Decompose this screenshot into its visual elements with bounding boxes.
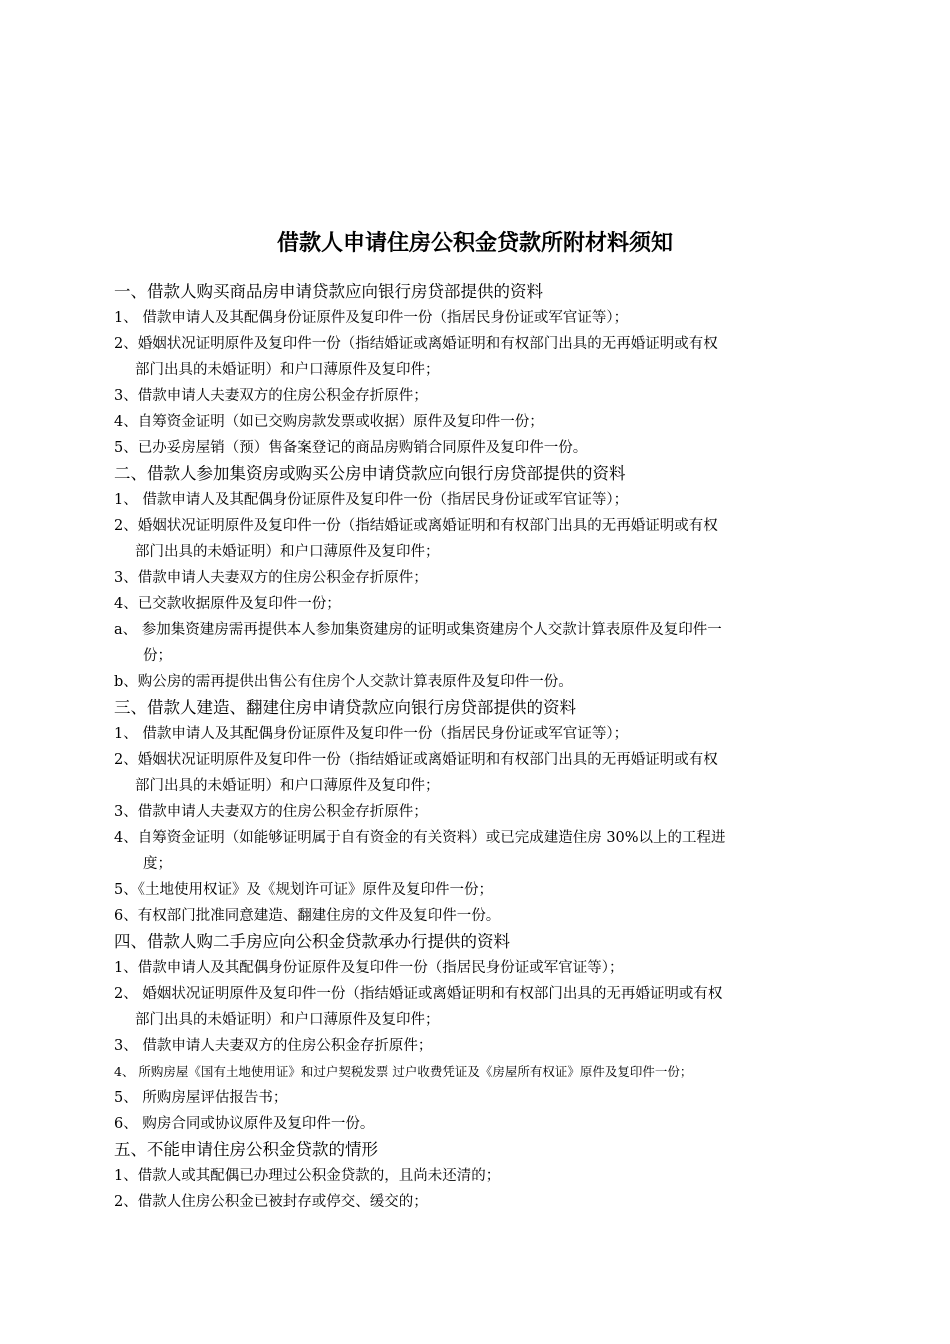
section-heading: 四、借款人购二手房应向公积金贷款承办行提供的资料 xyxy=(114,932,510,951)
list-item-line: 2、婚姻状况证明原件及复印件一份（指结婚证或离婚证明和有权部门出具的无再婚证明或有权 xyxy=(114,752,718,768)
list-item: 3、借款申请人夫妻双方的住房公积金存折原件； xyxy=(114,804,428,820)
section-5 xyxy=(114,1137,826,1215)
list-item: 6、 购房合同或协议原件及复印件一份。 xyxy=(114,1116,375,1132)
section-2 xyxy=(114,461,826,695)
list-item-continuation: 度； xyxy=(143,856,172,872)
list-item xyxy=(114,747,826,799)
list-item: 1、 借款申请人及其配偶身份证原件及复印件一份（指居民身份证或军官证等）； xyxy=(114,310,629,326)
list-item xyxy=(114,331,826,383)
list-item: 1、 借款申请人及其配偶身份证原件及复印件一份（指居民身份证或军官证等）； xyxy=(114,726,629,742)
section-4 xyxy=(114,929,826,1137)
list-item-line: a、 参加集资建房需再提供本人参加集资建房的证明或集资建房个人交款计算表原件及复印件一 xyxy=(114,622,722,638)
section-heading: 三、借款人建造、翻建住房申请贷款应向银行房贷部提供的资料 xyxy=(114,698,576,717)
list-item-continuation: 部门出具的未婚证明）和户口薄原件及复印件； xyxy=(135,1012,440,1028)
list-item: 5、 所购房屋评估报告书； xyxy=(114,1090,288,1106)
section-heading: 一、借款人购买商品房申请贷款应向银行房贷部提供的资料 xyxy=(114,282,543,301)
list-item: 1、借款人或其配偶已办理过公积金贷款的，且尚未还清的； xyxy=(114,1168,501,1184)
list-item-continuation: 份； xyxy=(143,648,172,664)
list-item xyxy=(114,825,826,877)
list-item xyxy=(114,513,826,565)
document-body xyxy=(114,279,826,1215)
list-item: 1、 借款申请人及其配偶身份证原件及复印件一份（指居民身份证或军官证等）； xyxy=(114,492,629,508)
list-item-line: 2、婚姻状况证明原件及复印件一份（指结婚证或离婚证明和有权部门出具的无再婚证明或有权 xyxy=(114,336,718,352)
list-item-line: 2、婚姻状况证明原件及复印件一份（指结婚证或离婚证明和有权部门出具的无再婚证明或有权 xyxy=(114,518,718,534)
list-item: 5、已办妥房屋销（预）售备案登记的商品房购销合同原件及复印件一份。 xyxy=(114,440,588,456)
list-item: 2、借款人住房公积金已被封存或停交、缓交的； xyxy=(114,1194,428,1210)
list-item: 4、已交款收据原件及复印件一份； xyxy=(114,596,341,612)
list-item-line: 4、自筹资金证明（如能够证明属于自有资金的有关资料）或已完成建造住房 30%以上的工程进 xyxy=(114,830,726,846)
document-title: 借款人申请住房公积金贷款所附材料须知 xyxy=(276,231,673,256)
list-item: 3、借款申请人夫妻双方的住房公积金存折原件； xyxy=(114,388,428,404)
list-item-continuation: 部门出具的未婚证明）和户口薄原件及复印件； xyxy=(135,778,440,794)
list-item: 4、自筹资金证明（如已交购房款发票或收据）原件及复印件一份； xyxy=(114,414,544,430)
list-item: 6、有权部门批准同意建造、翻建住房的文件及复印件一份。 xyxy=(114,908,501,924)
list-item: 3、 借款申请人夫妻双方的住房公积金存折原件； xyxy=(114,1038,433,1054)
list-item: 4、 所购房屋《国有土地使用证》和过户契税发票 过户收费凭证及《房屋所有权证》原件及复印件一份； xyxy=(114,1064,693,1079)
section-3 xyxy=(114,695,826,929)
list-item: 1、借款申请人及其配偶身份证原件及复印件一份（指居民身份证或军官证等）； xyxy=(114,960,624,976)
section-heading: 二、借款人参加集资房或购买公房申请贷款应向银行房贷部提供的资料 xyxy=(114,464,626,483)
list-item: 5、《土地使用权证》及《规划许可证》原件及复印件一份； xyxy=(114,882,493,898)
list-item-line: 2、 婚姻状况证明原件及复印件一份（指结婚证或离婚证明和有权部门出具的无再婚证明或有权 xyxy=(114,986,723,1002)
list-item xyxy=(114,981,826,1033)
list-item: b、购公房的需再提供出售公有住房个人交款计算表原件及复印件一份。 xyxy=(114,674,573,690)
list-item-continuation: 部门出具的未婚证明）和户口薄原件及复印件； xyxy=(135,544,440,560)
section-heading: 五、不能申请住房公积金贷款的情形 xyxy=(114,1140,378,1159)
list-item-continuation: 部门出具的未婚证明）和户口薄原件及复印件； xyxy=(135,362,440,378)
section-1 xyxy=(114,279,826,461)
list-item xyxy=(114,617,826,669)
list-item: 3、借款申请人夫妻双方的住房公积金存折原件； xyxy=(114,570,428,586)
